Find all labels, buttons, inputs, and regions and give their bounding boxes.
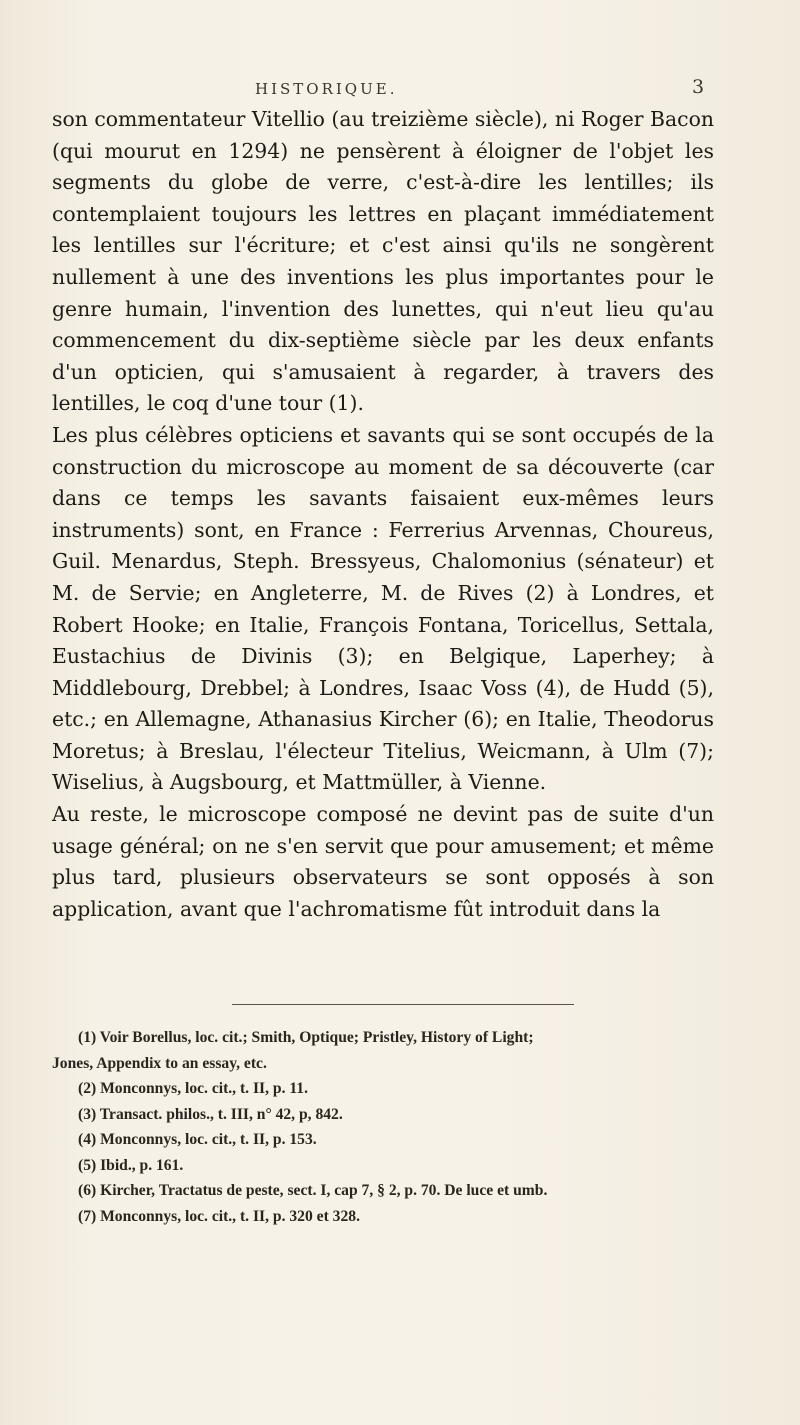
main-text <box>52 104 714 925</box>
footnotes <box>52 1025 712 1229</box>
paragraph-2: Les plus célèbres opticiens et savants qui se sont occupés de la construction du microscope au moment de sa découverte (car dans ce temps les savants faisaient eux-mêmes leurs instruments) sont, en France : Ferrerius Arvennas, Choureus, Guil. Menardus, Steph. Bressyeus, Chalomonius (sénateur) et M. de Servie; en Angleterre, M. de Rives (2) à Londres, et Robert Hooke; en Italie, François Fontana, Toricellus, Settala, Eustachius de Divinis (3); en Belgique, Laperhey; à Middlebourg, Drebbel; à Londres, Isaac Voss (4), de Hudd (5), etc.; en Allemagne, Athanasius Kircher (6); en Italie, Theodorus Moretus; à Breslau, l'électeur Titelius, Weicmann, à Ulm (7); Wiselius, à Augsbourg, et Mattmüller, à Vienne. <box>52 422 714 795</box>
running-title: HISTORIQUE. <box>255 80 398 98</box>
paragraph-1: son commentateur Vitellio (au treizième siècle), ni Roger Bacon (qui mourut en 1294) ne pensèrent à éloigner de l'objet les segments du globe de verre, c'est-à-dire les lentilles; ils contemplaient toujours les lettres en plaçant immédiatement les lentilles sur l'écriture; et c'est ainsi qu'ils ne songèrent nullement à une des inventions les plus importantes pour le genre humain, l'invention des lunettes, qui n'eut lieu qu'au commencement du dix-septième siècle par les deux enfants d'un opticien, qui s'amusaient à regarder, à travers des lentilles, le coq d'une tour (1). <box>52 107 714 416</box>
footnote-4: (4) Monconnys, loc. cit., t. II, p. 153. <box>78 1131 317 1148</box>
paragraph-3: Au reste, le microscope composé ne devint pas de suite d'un usage général; on ne s'en servit que pour amusement; et même plus tard, plusieurs observateurs se sont opposés à son application, avant que l'achromatisme fût introduit dans la <box>52 802 714 921</box>
footnote-3: (3) Transact. philos., t. III, n° 42, p, 842. <box>78 1105 343 1123</box>
footnote-5: (5) Ibid., p. 161. <box>78 1156 184 1174</box>
footnote-1-continuation: Jones, Appendix to an essay, etc. <box>52 1054 267 1072</box>
footnote-1: (1) Voir Borellus, loc. cit.; Smith, Optique; Pristley, History of Light; <box>78 1029 534 1046</box>
footnote-7: (7) Monconnys, loc. cit., t. II, p. 320 et 328. <box>78 1207 360 1225</box>
footnote-6: (6) Kircher, Tractatus de peste, sect. I, cap 7, § 2, p. 70. De luce et umb. <box>78 1182 548 1199</box>
page-number: 3 <box>692 76 705 98</box>
footnote-separator <box>232 1004 574 1005</box>
footnote-2: (2) Monconnys, loc. cit., t. II, p. 11. <box>78 1080 309 1097</box>
